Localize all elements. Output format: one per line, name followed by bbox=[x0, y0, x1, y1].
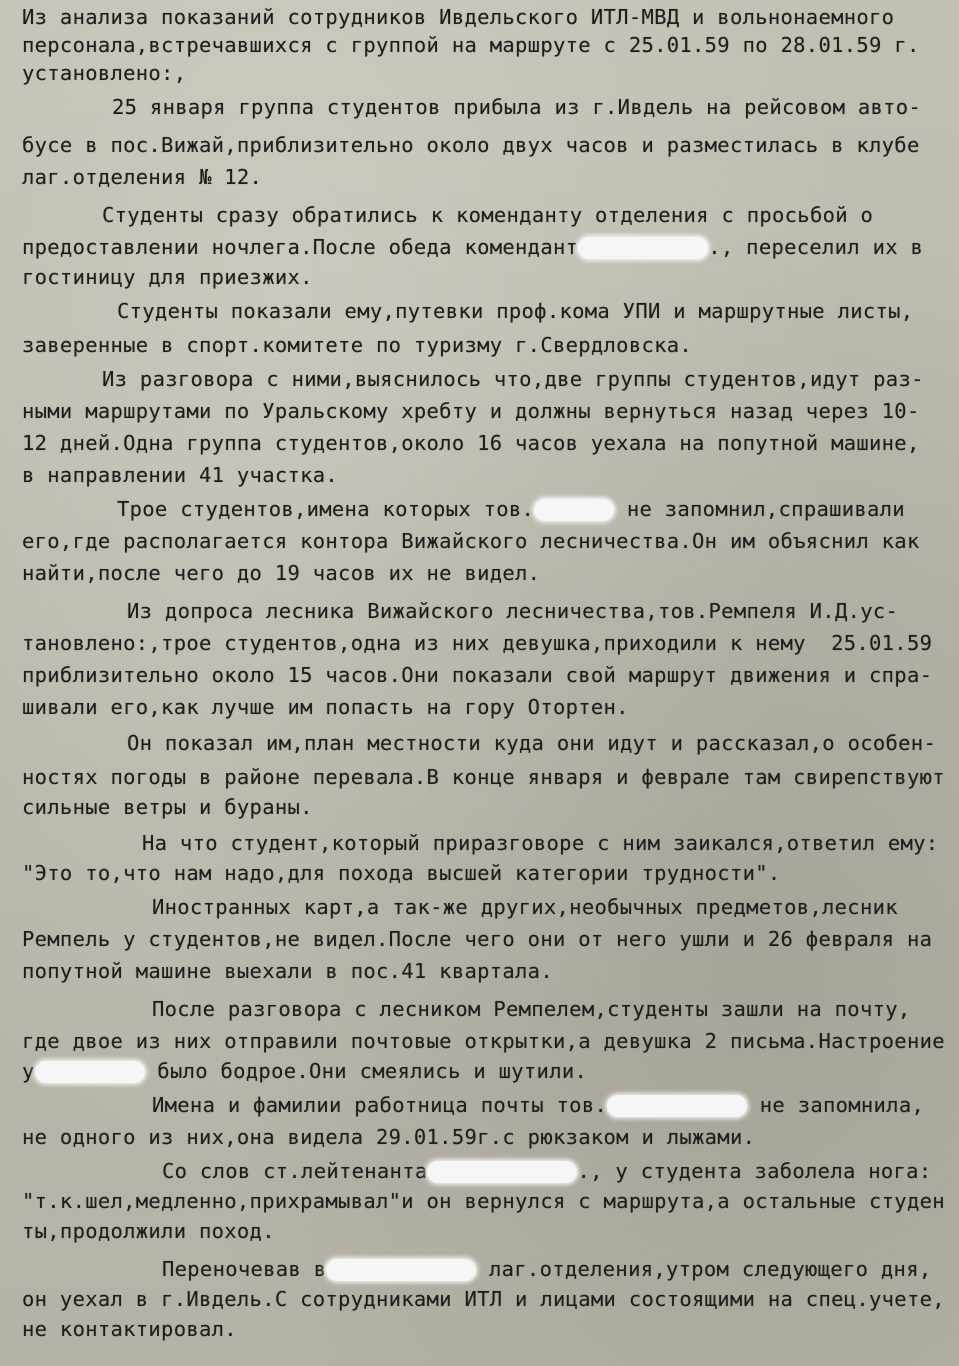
document-line bbox=[0, 330, 959, 360]
line-text: попутной машине выехали в пос.41 квартала. bbox=[22, 959, 553, 983]
line-text: Со слов ст.лейтенанта bbox=[162, 1159, 428, 1183]
document-line bbox=[0, 660, 959, 690]
document-line bbox=[0, 1156, 959, 1186]
line-text: Переночевав в bbox=[162, 1257, 327, 1281]
document-line bbox=[0, 200, 959, 230]
redaction-mark bbox=[534, 499, 614, 521]
line-text: персонала,встречавшихся с группой на маршруте с 25.01.59 по 28.01.59 г. bbox=[22, 33, 920, 57]
document-line bbox=[0, 558, 959, 588]
document-line bbox=[0, 460, 959, 490]
line-text: найти,после чего до 19 часов их не видел. bbox=[22, 561, 541, 585]
redaction-mark bbox=[578, 237, 708, 259]
document-line bbox=[0, 728, 959, 758]
line-text: Трое студентов,имена которых тов. bbox=[117, 497, 535, 521]
document-line bbox=[0, 58, 959, 88]
line-text: приблизительно около 15 часов.Они показали свой маршрут движения и спра- bbox=[22, 663, 933, 687]
line-text: его,где располагается контора Вижайского лесничества.Он им объяснил как bbox=[22, 529, 920, 553]
document-line bbox=[0, 2, 959, 32]
line-text: лаг.отделения № 12. bbox=[22, 165, 263, 189]
line-text: предоставлении ночлега.После обеда комендант bbox=[22, 235, 579, 259]
line-text: где двое из них отправили почтовые открытки,а девушка 2 письма.Настроение bbox=[22, 1029, 945, 1053]
line-text-after-redaction: не запомнила, bbox=[747, 1093, 925, 1117]
line-text: Он показал им,план местности куда они идут и рассказал,о особен- bbox=[127, 731, 937, 755]
line-text: Иностранных карт,а так-же других,необычных предметов,лесник bbox=[152, 895, 898, 919]
document-line bbox=[0, 1314, 959, 1344]
document-line bbox=[0, 1056, 959, 1086]
line-text: 12 дней.Одна группа студентов,около 16 часов уехала на попутной машине, bbox=[22, 431, 920, 455]
line-text: Из анализа показаний сотрудников Ивдельского ИТЛ-МВД и вольнонаемного bbox=[22, 5, 895, 29]
line-text: сильные ветры и бураны. bbox=[22, 795, 313, 819]
line-text: он уехал в г.Ивдель.С сотрудниками ИТЛ и лицами состоящими на спец.учете, bbox=[22, 1287, 945, 1311]
document-line bbox=[0, 130, 959, 160]
document-line bbox=[0, 1254, 959, 1284]
line-text: Студенты сразу обратились к коменданту отделения с просьбой о bbox=[102, 203, 874, 227]
line-text: ностях погоды в районе перевала.В конце января и феврале там свирепствуют bbox=[22, 765, 945, 789]
line-text: бусе в пос.Вижай,приблизительно около двух часов и разместилась в клубе bbox=[22, 133, 920, 157]
document-line bbox=[0, 762, 959, 792]
line-text: Ремпель у студентов,не видел.После чего они от него ушли и 26 февраля на bbox=[22, 927, 933, 951]
line-text: Имена и фамилии работница почты тов. bbox=[152, 1093, 608, 1117]
document-line bbox=[0, 162, 959, 192]
document-line bbox=[0, 262, 959, 292]
line-text-after-redaction: ., у студента заболела нога: bbox=[577, 1159, 932, 1183]
line-text: 25 января группа студентов прибыла из г.Ивдель на рейсовом авто- bbox=[112, 95, 922, 119]
document-line bbox=[0, 924, 959, 954]
document-line bbox=[0, 296, 959, 326]
document-line bbox=[0, 364, 959, 394]
document-line bbox=[0, 232, 959, 262]
document-line bbox=[0, 692, 959, 722]
line-text: ты,продолжили поход. bbox=[22, 1219, 275, 1243]
document-line bbox=[0, 628, 959, 658]
document-line bbox=[0, 792, 959, 822]
document-line bbox=[0, 858, 959, 888]
line-text-after-redaction: не запомнил,спрашивали bbox=[614, 497, 905, 521]
document-line bbox=[0, 892, 959, 922]
line-text: тановлено:,трое студентов,одна из них девушка,приходили к нему 25.01.59 bbox=[22, 631, 933, 655]
line-text: "т.к.шел,медленно,прихрамывал"и он вернулся с маршрута,а остальные студен bbox=[22, 1189, 945, 1213]
line-text: не контактировал. bbox=[22, 1317, 237, 1341]
line-text: заверенные в спорт.комитете по туризму г.Свердловска. bbox=[22, 333, 693, 357]
document-line bbox=[0, 1122, 959, 1152]
document-line bbox=[0, 994, 959, 1024]
line-text: установлено:, bbox=[22, 61, 187, 85]
line-text: в направлении 41 участка. bbox=[22, 463, 339, 487]
line-text-after-redaction: лаг.отделения,утром следующего дня, bbox=[476, 1257, 932, 1281]
document-line bbox=[0, 396, 959, 426]
redaction-mark bbox=[427, 1161, 577, 1183]
document-line bbox=[0, 428, 959, 458]
line-text: Студенты показали ему,путевки проф.кома УПИ и маршрутные листы, bbox=[117, 299, 914, 323]
redaction-mark bbox=[326, 1259, 476, 1281]
line-text: "Это то,что нам надо,для похода высшей категории трудности". bbox=[22, 861, 781, 885]
document-line bbox=[0, 828, 959, 858]
document-line bbox=[0, 1186, 959, 1216]
line-text: гостиницу для приезжих. bbox=[22, 265, 313, 289]
document-line bbox=[0, 1090, 959, 1120]
document-line bbox=[0, 956, 959, 986]
line-text: не одного из них,она видела 29.01.59г.с рюкзаком и лыжами. bbox=[22, 1125, 756, 1149]
document-line bbox=[0, 1026, 959, 1056]
line-text-after-redaction: ., переселил их в bbox=[708, 235, 924, 259]
line-text: шивали его,как лучше им попасть на гору Отортен. bbox=[22, 695, 629, 719]
line-text: На что студент,который приразговоре с ним заикался,ответил ему: bbox=[142, 831, 939, 855]
document-line bbox=[0, 526, 959, 556]
document-line bbox=[0, 92, 959, 122]
document-line bbox=[0, 30, 959, 60]
document-line bbox=[0, 494, 959, 524]
document-line bbox=[0, 1284, 959, 1314]
document-line bbox=[0, 596, 959, 626]
line-text: у bbox=[22, 1059, 35, 1083]
line-text: После разговора с лесником Ремпелем,студенты зашли на почту, bbox=[152, 997, 911, 1021]
redaction-mark bbox=[35, 1061, 145, 1083]
document-line bbox=[0, 1216, 959, 1246]
line-text-after-redaction: было бодрое.Они смеялись и шутили. bbox=[144, 1059, 588, 1083]
line-text: Из допроса лесника Вижайского лесничества,тов.Ремпеля И.Д.ус- bbox=[127, 599, 899, 623]
redaction-mark bbox=[607, 1095, 747, 1117]
line-text: ными маршрутами по Уральскому хребту и должны вернуться назад через 10- bbox=[22, 399, 920, 423]
line-text: Из разговора с ними,выяснилось что,две группы студентов,идут раз- bbox=[102, 367, 924, 391]
